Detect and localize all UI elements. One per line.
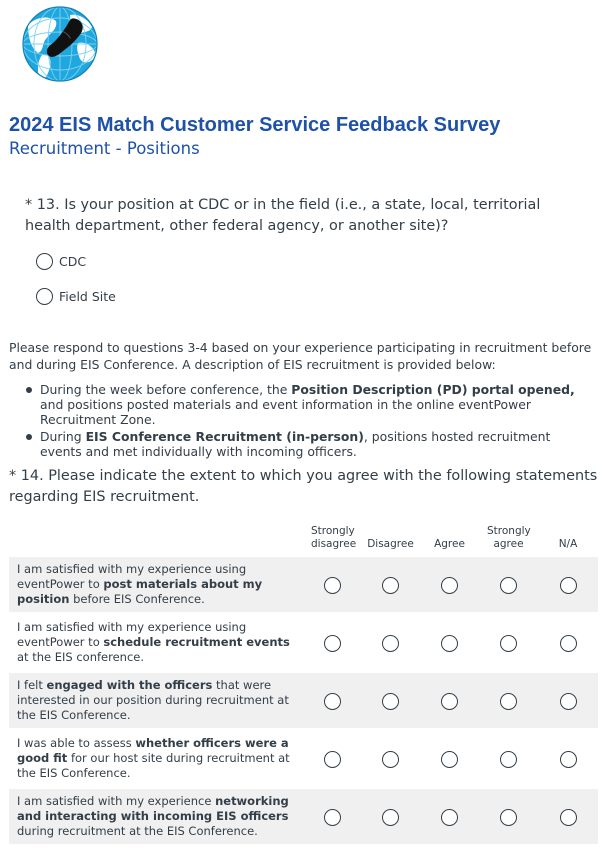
matrix-cell <box>361 673 420 728</box>
text-span: during recruitment at the EIS Conference. <box>17 824 258 838</box>
q13-option-field-site[interactable] <box>36 288 116 305</box>
matrix-cell <box>303 731 361 786</box>
list-item <box>22 429 592 459</box>
matrix-cell <box>538 557 598 612</box>
question-14-text: * 14. Please indicate the extent to which you agree with the following statements regarding EIS recruitment. <box>9 468 598 505</box>
radio-button[interactable] <box>560 693 577 710</box>
matrix-cell <box>538 731 598 786</box>
bold-text: engaged with the officers <box>46 678 213 692</box>
page-title: Recruitment - Positions <box>9 139 200 158</box>
radio-button[interactable] <box>36 288 53 305</box>
text-span: and positions posted materials and event information in the online eventPower Recruitment Zone. <box>40 397 531 427</box>
bold-text: post materials about my position <box>17 577 263 606</box>
matrix-cell <box>420 615 479 670</box>
matrix-cell <box>361 557 420 612</box>
column-header: Disagree <box>367 538 414 550</box>
matrix-cell <box>420 673 479 728</box>
radio-button[interactable] <box>382 809 399 826</box>
matrix-cell <box>538 615 598 670</box>
radio-button[interactable] <box>382 751 399 768</box>
matrix-cell <box>420 557 479 612</box>
matrix-cell <box>303 615 361 670</box>
survey-title: 2024 EIS Match Customer Service Feedback Survey <box>9 114 501 136</box>
bold-text: networking and interacting with incoming EIS officers <box>17 794 289 823</box>
radio-button[interactable] <box>500 693 517 710</box>
radio-button[interactable] <box>441 751 458 768</box>
radio-button[interactable] <box>324 577 341 594</box>
radio-button[interactable] <box>36 253 53 270</box>
likert-matrix <box>9 522 598 847</box>
matrix-row <box>9 615 598 670</box>
statement-text <box>9 673 303 728</box>
radio-button[interactable] <box>500 577 517 594</box>
statement-text <box>9 789 303 844</box>
text-span: , positions hosted recruitment events and met individually with incoming officers. <box>40 429 551 459</box>
matrix-cell <box>361 789 420 844</box>
radio-button[interactable] <box>500 751 517 768</box>
matrix-row <box>9 789 598 844</box>
matrix-row <box>9 731 598 786</box>
radio-button[interactable] <box>382 577 399 594</box>
text-span: that were interested in our position during recruitment at the EIS Conference. <box>17 678 289 722</box>
matrix-cell <box>479 673 538 728</box>
matrix-cell <box>361 615 420 670</box>
option-label: Field Site <box>59 289 116 304</box>
bold-text: EIS Conference Recruitment (in-person) <box>85 429 364 444</box>
column-header: Strongly disagree <box>311 525 357 550</box>
recruitment-intro-text: Please respond to questions 3-4 based on your experience participating in recruitment before and during EIS Conference. A description of EIS recruitment is provided below: <box>9 340 592 372</box>
column-header: N/A <box>558 538 578 550</box>
matrix-cell <box>538 789 598 844</box>
text-span: I am satisfied with my experience <box>17 794 216 808</box>
bold-text: whether officers were a good fit <box>17 736 289 765</box>
text-span: During <box>40 429 86 444</box>
column-header: Strongly agree <box>487 525 531 550</box>
radio-button[interactable] <box>382 635 399 652</box>
matrix-cell <box>479 789 538 844</box>
text-span: for our host site during recruitment at the EIS Conference. <box>17 751 290 780</box>
matrix-cell <box>303 789 361 844</box>
matrix-cell <box>420 731 479 786</box>
option-label: CDC <box>59 254 87 269</box>
matrix-cell <box>303 673 361 728</box>
radio-button[interactable] <box>441 577 458 594</box>
matrix-row <box>9 673 598 728</box>
radio-button[interactable] <box>441 635 458 652</box>
radio-button[interactable] <box>500 635 517 652</box>
matrix-cell <box>479 557 538 612</box>
text-span: I was able to assess <box>17 736 136 750</box>
column-header: Agree <box>434 538 465 550</box>
matrix-cell <box>361 731 420 786</box>
matrix-cell <box>479 731 538 786</box>
matrix-cell <box>538 673 598 728</box>
radio-button[interactable] <box>324 751 341 768</box>
eis-globe-logo <box>20 3 104 87</box>
radio-button[interactable] <box>441 809 458 826</box>
radio-button[interactable] <box>500 809 517 826</box>
text-span: I am satisfied with my experience using eventPower to <box>17 562 247 591</box>
question-13-text: * 13. Is your position at CDC or in the field (i.e., a state, local, territorial health department, other federal agency, or another site)? <box>25 197 541 234</box>
matrix-header-blank <box>9 525 303 554</box>
radio-button[interactable] <box>560 751 577 768</box>
text-span: before EIS Conference. <box>69 592 205 606</box>
text-span: at the EIS conference. <box>17 650 145 664</box>
matrix-cell <box>479 615 538 670</box>
recruitment-description-list <box>22 382 592 461</box>
statement-text <box>9 557 303 612</box>
list-item <box>22 382 592 427</box>
radio-button[interactable] <box>441 693 458 710</box>
radio-button[interactable] <box>382 693 399 710</box>
radio-button[interactable] <box>560 635 577 652</box>
text-span: I felt <box>17 678 47 692</box>
matrix-row <box>9 557 598 612</box>
matrix-cell <box>420 789 479 844</box>
bold-text: Position Description (PD) portal opened, <box>291 382 575 397</box>
globe-shoe-icon <box>20 3 104 87</box>
radio-button[interactable] <box>324 693 341 710</box>
text-span: During the week before conference, the <box>40 382 292 397</box>
text-span: I am satisfied with my experience using eventPower to <box>17 620 247 649</box>
bold-text: schedule recruitment events <box>103 635 290 649</box>
radio-button[interactable] <box>324 809 341 826</box>
statement-text <box>9 731 303 786</box>
matrix-cell <box>303 557 361 612</box>
matrix-header-row <box>9 525 598 554</box>
q13-option-cdc[interactable] <box>36 253 86 270</box>
radio-button[interactable] <box>560 577 577 594</box>
radio-button[interactable] <box>560 809 577 826</box>
radio-button[interactable] <box>324 635 341 652</box>
statement-text <box>9 615 303 670</box>
